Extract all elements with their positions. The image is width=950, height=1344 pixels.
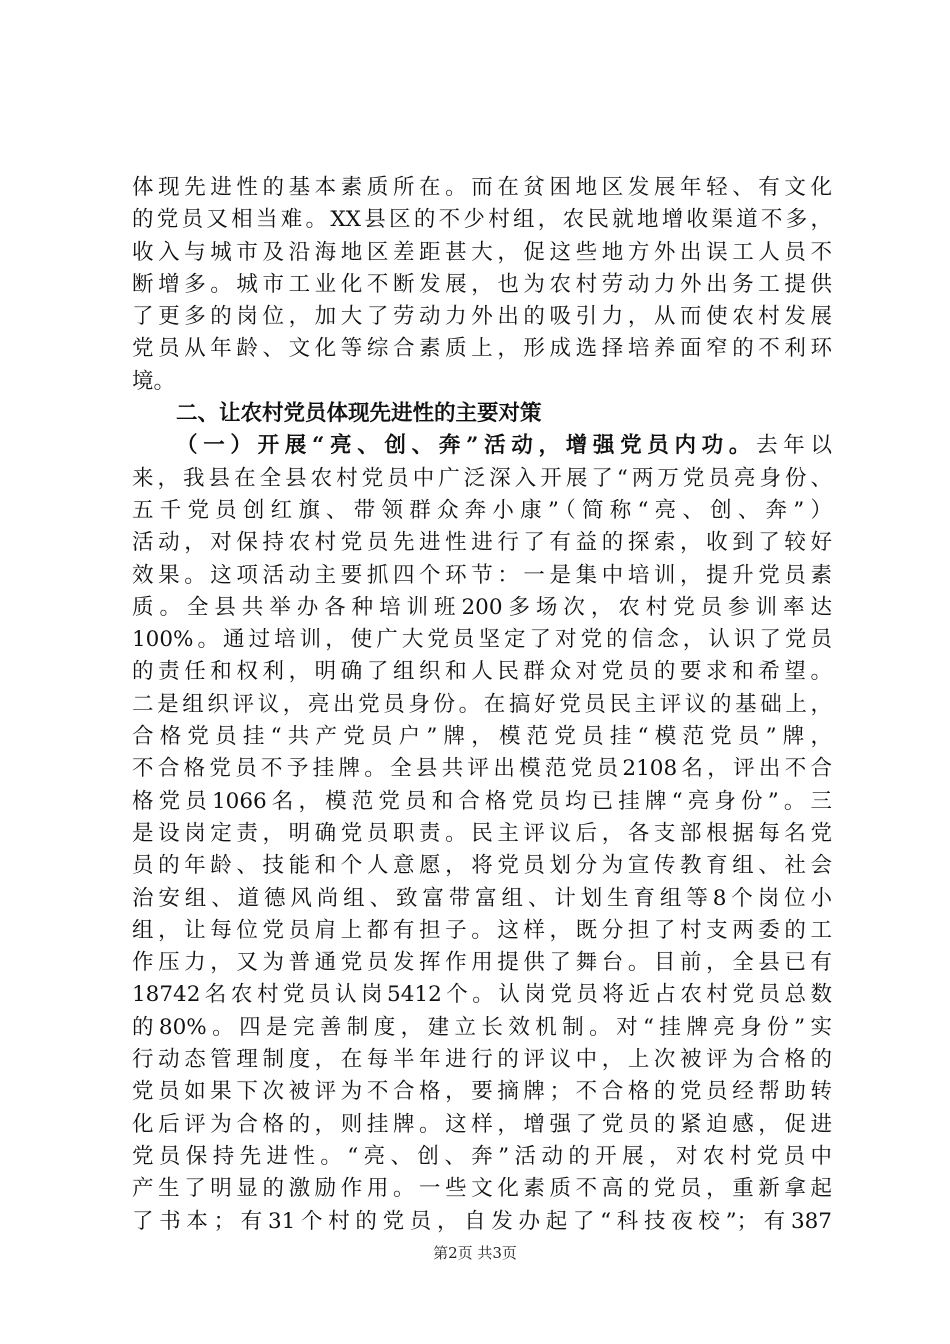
paragraph-2-line: 行动态管理制度，在每半年进行的评议中，上次被评为合格的 <box>132 1047 832 1073</box>
paragraph-2-line: 化后评为合格的，则挂牌。这样，增强了党员的紧迫感，促进 <box>132 1111 832 1137</box>
paragraph-2-line: 质。全县共举办各种培训班200多场次，农村党员参训率达 <box>132 594 832 620</box>
paragraph-2-line: 员的年龄、技能和个人意愿，将党员划分为宣传教育组、社会 <box>132 853 832 879</box>
paragraph-1-line: 了更多的岗位，加大了劳动力外出的吸引力，从而使农村发展 <box>132 304 832 330</box>
subsection-heading: （一）开展“亮、创、奔”活动，增强党员内功。 <box>176 433 757 459</box>
paragraph-1-line: 断增多。城市工业化不断发展，也为农村劳动力外出务工提供 <box>132 271 832 297</box>
paragraph-2-line: 二是组织评议，亮出党员身份。在搞好党员民主评议的基础上， <box>132 691 832 717</box>
paragraph-2-line: 合格党员挂“共产党员户”牌，模范党员挂“模范党员”牌， <box>132 724 832 750</box>
paragraph-2-line: 100%。通过培训，使广大党员坚定了对党的信念，认识了党员 <box>132 627 832 653</box>
paragraph-2-line: 是设岗定责，明确党员职责。民主评议后，各支部根据每名党 <box>132 820 832 846</box>
paragraph-2-line: 党员保持先进性。“亮、创、奔”活动的开展，对农村党员中 <box>132 1143 832 1169</box>
paragraph-2-line: 作压力，又为普通党员发挥作用提供了舞台。目前，全县已有 <box>132 950 832 976</box>
paragraph-2-line: 组，让每位党员肩上都有担子。这样，既分担了村支两委的工 <box>132 917 832 943</box>
paragraph-2-line: 了书本；有31个村的党员，自发办起了“科技夜校”；有387 <box>132 1208 832 1234</box>
paragraph-2-line: 格党员1066名，模范党员和合格党员均已挂牌“亮身份”。三 <box>132 788 832 814</box>
paragraph-2-line: 的80%。四是完善制度，建立长效机制。对“挂牌亮身份”实 <box>132 1014 832 1040</box>
paragraph-2-line: 党员如果下次被评为不合格，要摘牌；不合格的党员经帮助转 <box>132 1079 832 1105</box>
paragraph-2-line: 治安组、道德风尚组、致富带富组、计划生育组等8个岗位小 <box>132 885 832 911</box>
paragraph-1-line: 的党员又相当难。XX县区的不少村组，农民就地增收渠道不多， <box>132 207 832 233</box>
paragraph-2-line: 来，我县在全县农村党员中广泛深入开展了“两万党员亮身份、 <box>132 465 832 491</box>
paragraph-2-line: 18742名农村党员认岗5412个。认岗党员将近占农村党员总数 <box>132 982 832 1008</box>
paragraph-1-line: 党员从年龄、文化等综合素质上，形成选择培养面窄的不利环 <box>132 336 832 362</box>
paragraph-2-line: 产生了明显的激励作用。一些文化素质不高的党员，重新拿起 <box>132 1176 832 1202</box>
paragraph-1-line: 体现先进性的基本素质所在。而在贫困地区发展年轻、有文化 <box>132 175 832 200</box>
page-footer: 第2页 共3页 <box>433 1244 517 1262</box>
paragraph-body <box>132 463 832 1238</box>
paragraph-2-line: 效果。这项活动主要抓四个环节：一是集中培训，提升党员素 <box>132 562 832 588</box>
paragraph-2-line: 的责任和权利，明确了组织和人民群众对党员的要求和希望。 <box>132 659 832 685</box>
paragraph-2-line: 不合格党员不予挂牌。全县共评出模范党员2108名，评出不合 <box>132 756 832 782</box>
subsection-line <box>132 430 832 462</box>
paragraph-continued <box>132 172 832 366</box>
document-body <box>132 172 832 1238</box>
paragraph-line-end: 境。 <box>132 368 176 394</box>
section-heading: 二、让农村党员体现先进性的主要对策 <box>176 401 542 427</box>
paragraph-2-line: 五千党员创红旗、带领群众奔小康”（简称“亮、创、奔”） <box>132 497 832 523</box>
subsection-heading-tail: 去年以 <box>756 433 832 459</box>
paragraph-2-line: 活动，对保持农村党员先进性进行了有益的探索，收到了较好 <box>132 530 832 556</box>
paragraph-1-line: 收入与城市及沿海地区差距甚大，促这些地方外出误工人员不 <box>132 239 832 265</box>
